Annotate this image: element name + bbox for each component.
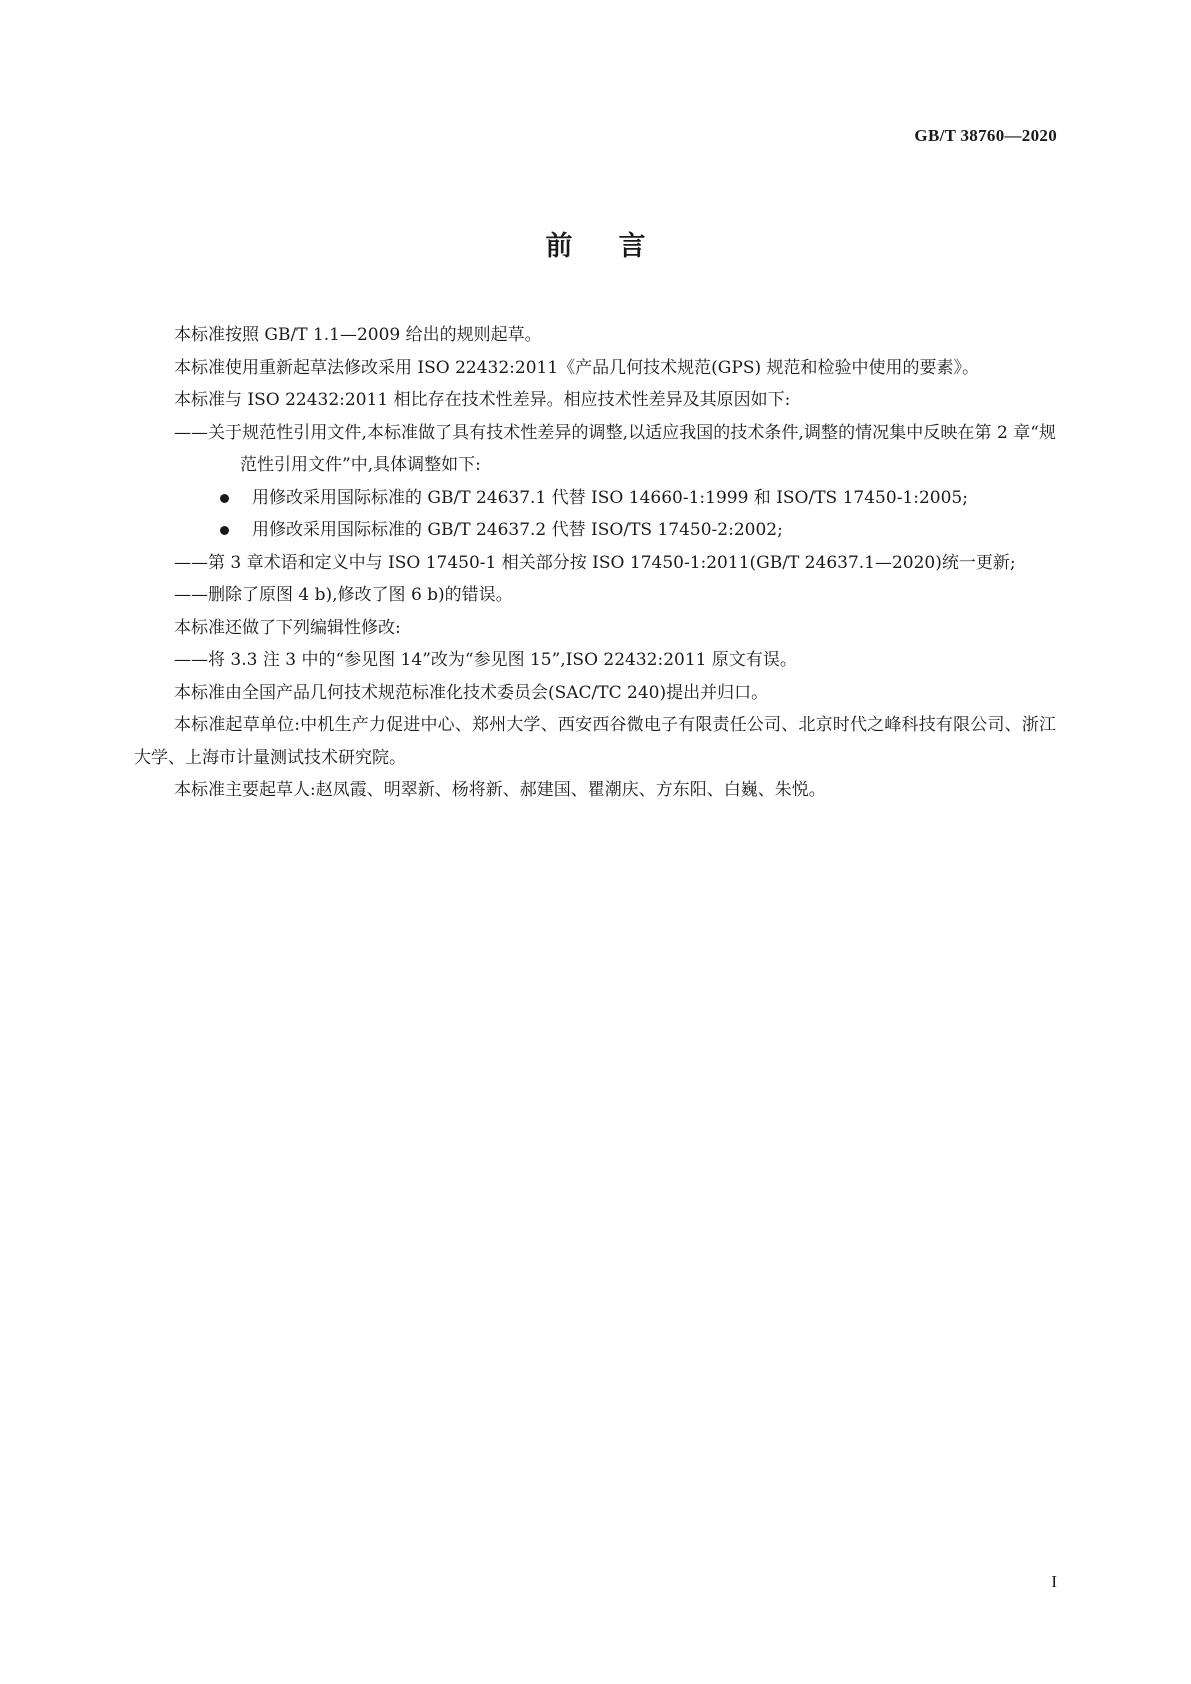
bullet-item-text: 用修改采用国际标准的 GB/T 24637.1 代替 ISO 14660-1:1999 和 ISO/TS 17450-1:2005; [252, 487, 968, 508]
bullet-item-1 [134, 482, 1056, 515]
paragraph-proposer: 本标准由全国产品几何技术规范标准化技术委员会(SAC/TC 240)提出并归口。 [174, 682, 769, 703]
page-title: 前言 [545, 231, 692, 262]
paragraph-differences: 本标准与 ISO 22432:2011 相比存在技术性差异。相应技术性差异及其原因如下: [174, 390, 791, 410]
page-number: I [1051, 1572, 1057, 1591]
dash-item-terms-update: ——第 3 章术语和定义中与 ISO 17450-1 相关部分按 ISO 17450-1:2011(GB/T 24637.1—2020)统一更新; [174, 552, 1016, 573]
paragraph-drafting-rules: 本标准按照 GB/T 1.1—2009 给出的规则起草。 [174, 325, 542, 345]
bullet-icon [220, 526, 229, 535]
bullet-icon [220, 494, 229, 503]
bullet-item-text: 用修改采用国际标准的 GB/T 24637.2 代替 ISO/TS 17450-2:2002; [252, 520, 783, 540]
bullet-item-2 [134, 514, 1056, 547]
paragraph-adoption: 本标准使用重新起草法修改采用 ISO 22432:2011《产品几何技术规范(GPS) 规范和检验中使用的要素》。 [174, 357, 980, 378]
dash-item-normative-references: ——关于规范性引用文件,本标准做了具有技术性差异的调整,以适应我国的技术条件,调整的情况集中反映在第 2 章“规范性引用文件”中,具体调整如下: [174, 422, 1056, 475]
standard-code: GB/T 38760—2020 [914, 126, 1057, 145]
paragraph-drafting-units: 本标准起草单位:中机生产力促进中心、郑州大学、西安西谷微电子有限责任公司、北京时代之峰科技有限公司、浙江大学、上海市计量测试技术研究院。 [134, 715, 1056, 768]
foreword-body [134, 319, 1056, 807]
paragraph-editorial: 本标准还做了下列编辑性修改: [174, 617, 401, 638]
dash-item-figure-changes: ——删除了原图 4 b),修改了图 6 b)的错误。 [174, 585, 513, 605]
paragraph-drafters: 本标准主要起草人:赵凤霞、明翠新、杨将新、郝建国、瞿潮庆、方东阳、白巍、朱悦。 [174, 780, 826, 800]
dash-item-editorial-fix: ——将 3.3 注 3 中的“参见图 14”改为“参见图 15”,ISO 22432:2011 原文有误。 [174, 650, 797, 670]
